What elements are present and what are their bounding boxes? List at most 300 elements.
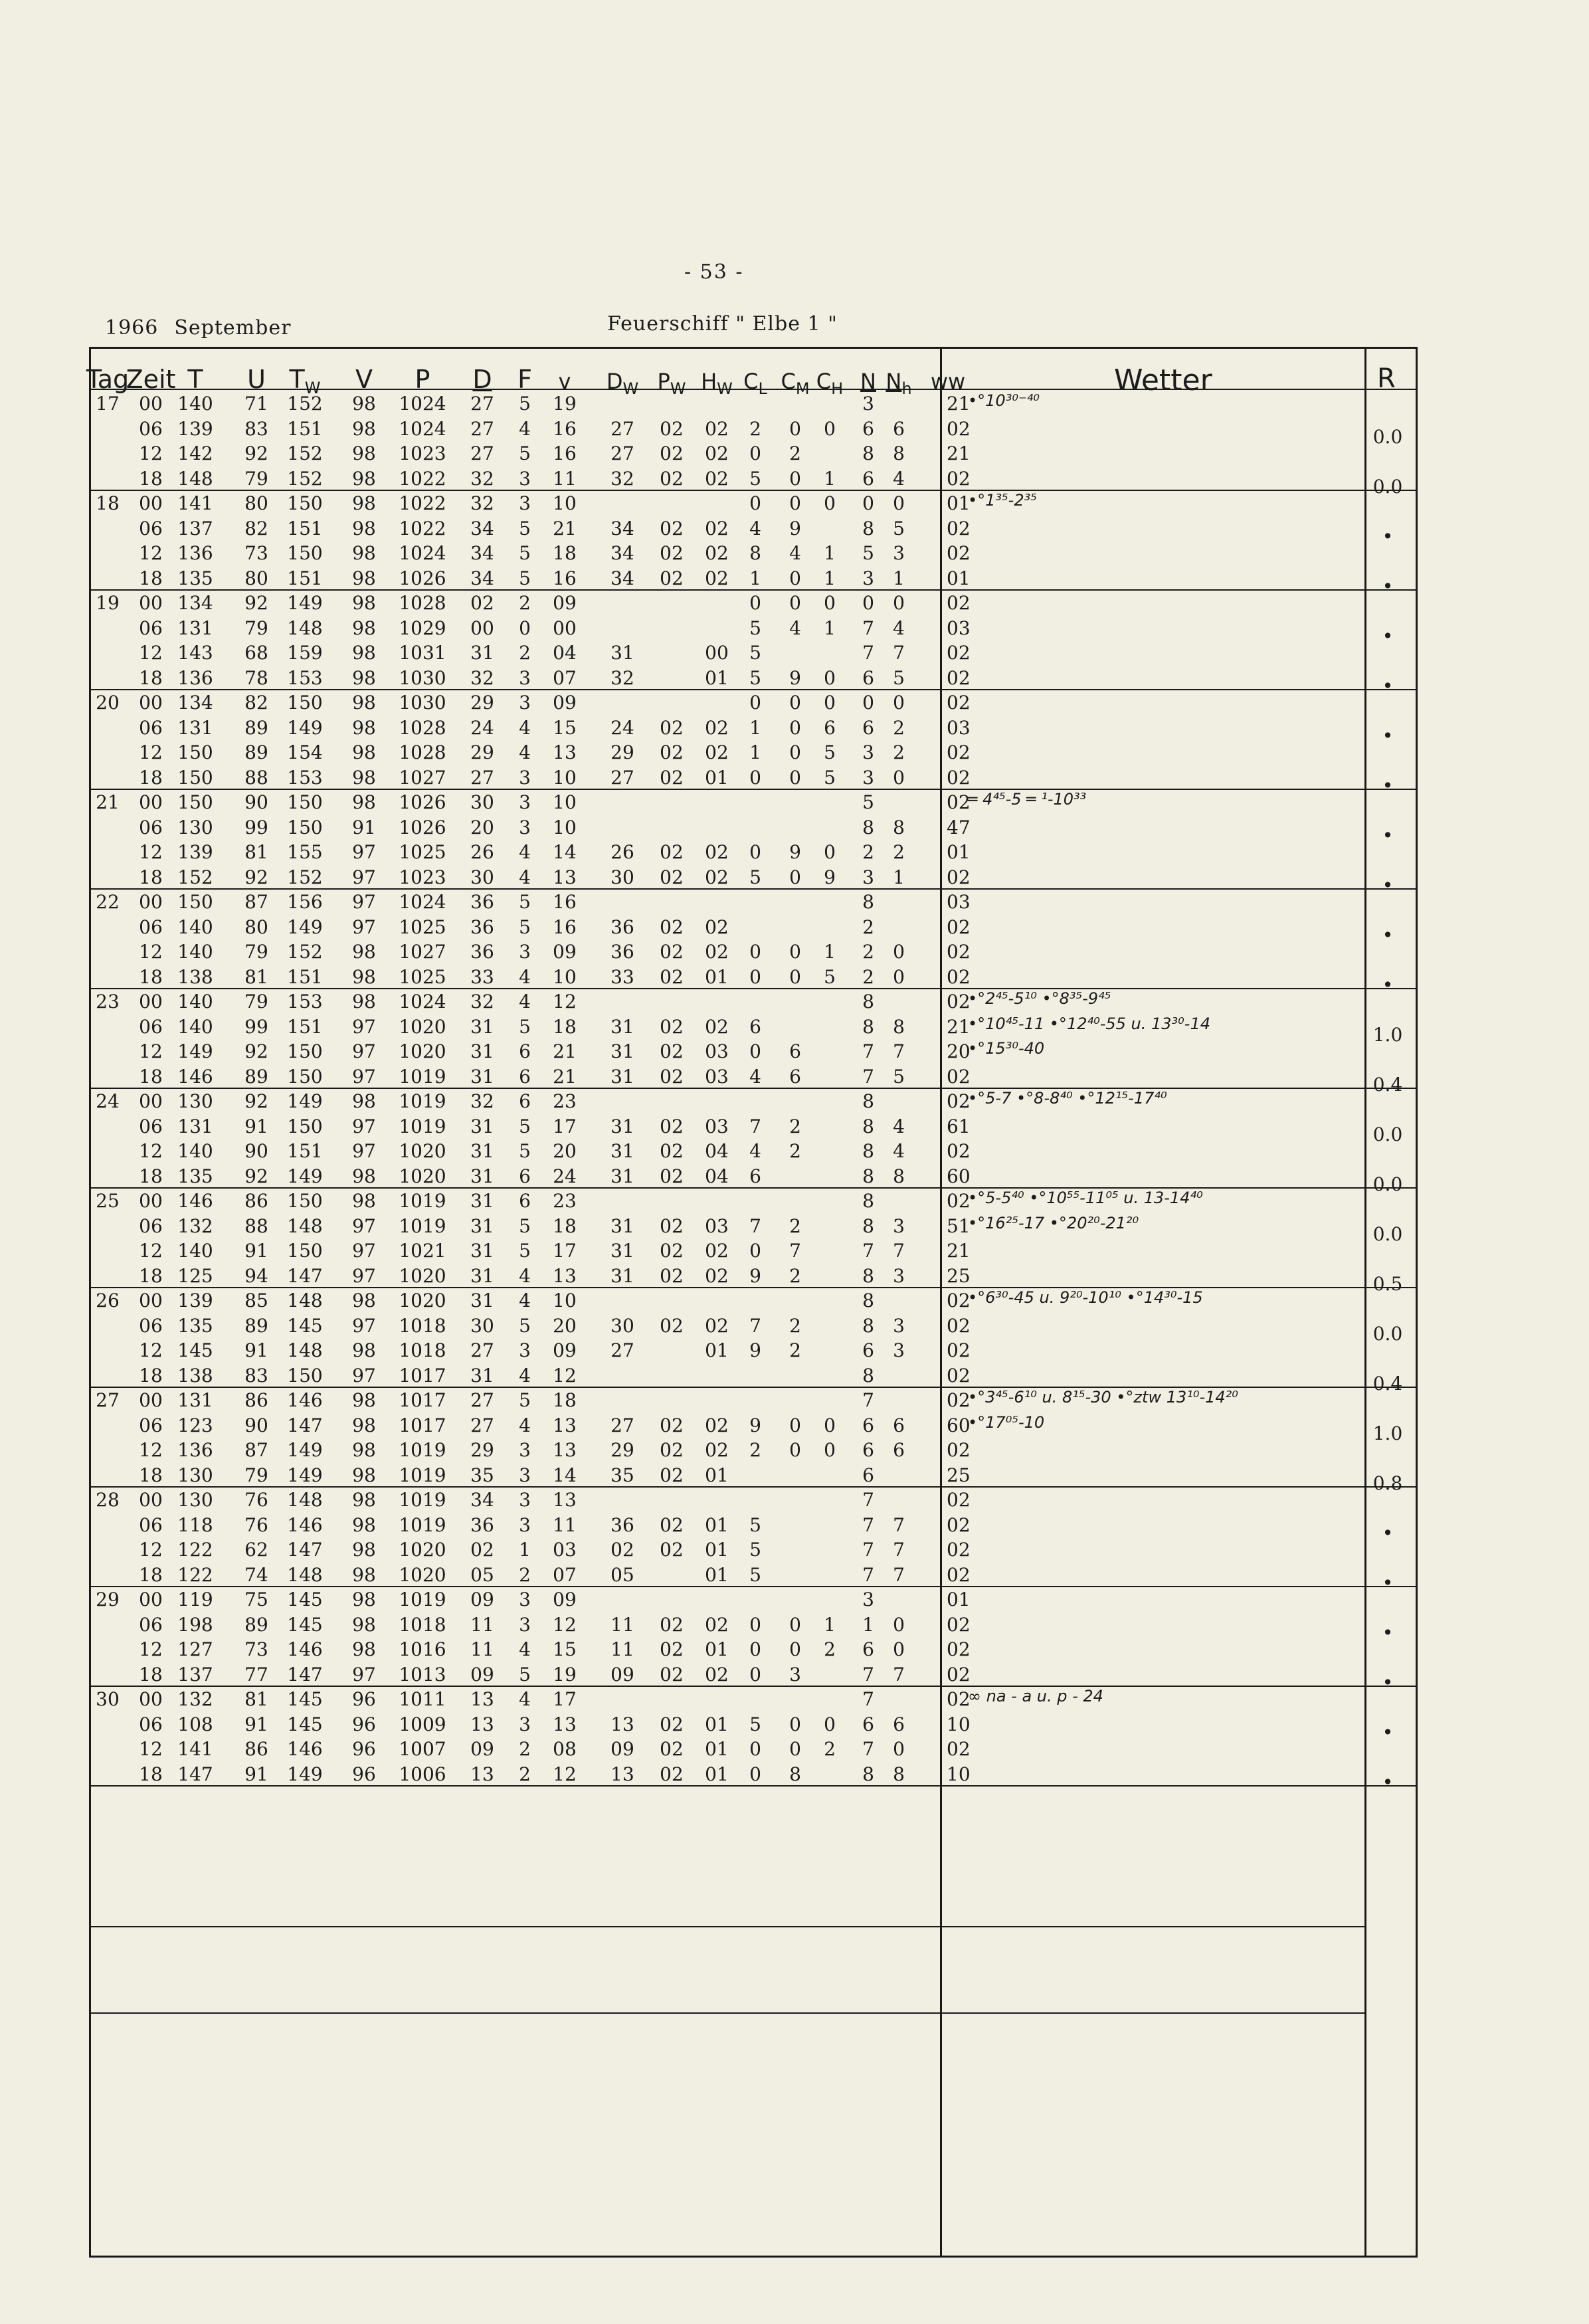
cell-d: 31 <box>470 1290 494 1311</box>
cell-v: 19 <box>553 393 577 415</box>
cell-nh: 6 <box>893 1439 905 1461</box>
cell-n: 3 <box>862 766 874 789</box>
cell-v: 97 <box>352 841 376 863</box>
cell-n: 8 <box>862 991 874 1013</box>
cell-t: 135 <box>177 1165 213 1187</box>
cell-dw: 36 <box>610 916 634 938</box>
cell-dw: 31 <box>610 1214 634 1237</box>
cell-d: 24 <box>470 716 494 739</box>
cell-p: 1024 <box>399 542 446 564</box>
cell-dw: 02 <box>610 1539 634 1561</box>
table-row <box>91 1313 1420 1345</box>
table-row <box>91 965 1420 996</box>
cell-n: 7 <box>862 1738 874 1760</box>
cell-tw: 150 <box>287 1065 323 1088</box>
cell-f: 5 <box>519 567 531 589</box>
cell-d: 27 <box>470 766 494 789</box>
column-header-v: v <box>558 369 571 394</box>
cell-ch: 5 <box>824 741 836 763</box>
time-cell: 18 <box>139 866 163 888</box>
column-header-n: N <box>860 369 876 394</box>
precipitation-value: • <box>1382 774 1394 797</box>
cell-tw: 148 <box>287 1563 323 1586</box>
time-cell: 18 <box>139 1663 163 1686</box>
table-row <box>91 1139 1420 1163</box>
cell-ww: 02 <box>947 692 971 714</box>
cell-v: 98 <box>352 542 376 564</box>
cell-u: 89 <box>244 1065 268 1088</box>
time-cell: 12 <box>139 841 163 863</box>
cell-t: 130 <box>177 1489 213 1511</box>
day-cell: 23 <box>96 991 120 1013</box>
cell-tw: 150 <box>287 492 323 514</box>
cell-p: 1019 <box>399 1115 446 1137</box>
cell-cm: 6 <box>789 1065 801 1088</box>
cell-ww: 61 <box>947 1115 971 1137</box>
cell-n: 8 <box>862 816 874 838</box>
cell-t: 152 <box>177 866 213 888</box>
table-row <box>91 915 1420 946</box>
column-header-ch: $C_H$ <box>816 369 844 398</box>
cell-t: 136 <box>177 542 213 564</box>
cell-dw: 33 <box>610 965 634 988</box>
precipitation-value: • <box>1382 1621 1394 1644</box>
cell-hw: 01 <box>705 1539 729 1561</box>
cell-cl: 0 <box>749 965 761 988</box>
cell-n: 3 <box>862 393 874 415</box>
cell-v: 98 <box>352 1290 376 1311</box>
cell-t: 141 <box>177 1738 213 1760</box>
cell-p: 1009 <box>399 1713 446 1735</box>
cell-ww: 21 <box>947 1015 971 1038</box>
cell-cl: 0 <box>749 1763 761 1785</box>
cell-cm: 0 <box>789 716 801 739</box>
table-row <box>91 417 1420 448</box>
cell-ww: 02 <box>947 1140 971 1162</box>
cell-u: 89 <box>244 741 268 763</box>
cell-tw: 159 <box>287 642 323 664</box>
cell-t: 147 <box>177 1763 213 1785</box>
cell-f: 3 <box>519 1489 531 1511</box>
cell-n: 0 <box>862 492 874 514</box>
cell-u: 74 <box>244 1563 268 1586</box>
cell-d: 31 <box>470 1140 494 1162</box>
cell-cm: 0 <box>789 467 801 490</box>
cell-dw: 34 <box>610 517 634 539</box>
cell-nh: 8 <box>893 1165 905 1187</box>
row-divider <box>91 2012 1364 2014</box>
cell-d: 31 <box>470 642 494 664</box>
cell-tw: 151 <box>287 965 323 988</box>
cell-dw: 31 <box>610 1165 634 1187</box>
cell-pw: 02 <box>660 1513 684 1536</box>
cell-ch: 0 <box>824 592 836 614</box>
cell-ww: 02 <box>947 1638 971 1660</box>
cell-ww: 21 <box>947 442 971 464</box>
cell-d: 30 <box>470 791 494 813</box>
cell-dw: 31 <box>610 1065 634 1088</box>
cell-v: 16 <box>553 567 577 589</box>
cell-cm: 0 <box>789 766 801 789</box>
cell-cm: 7 <box>789 1240 801 1262</box>
cell-hw: 02 <box>705 567 729 589</box>
cell-hw: 02 <box>705 517 729 539</box>
cell-v: 98 <box>352 1613 376 1636</box>
cell-u: 92 <box>244 1165 268 1187</box>
table-row <box>91 690 1420 715</box>
cell-v: 15 <box>553 716 577 739</box>
cell-p: 1028 <box>399 741 446 763</box>
cell-pw: 02 <box>660 1414 684 1436</box>
column-header-hw: $H_W$ <box>701 369 733 398</box>
cell-t: 131 <box>177 1115 213 1137</box>
cell-f: 4 <box>519 991 531 1013</box>
table-row <box>91 1114 1420 1145</box>
cell-ch: 0 <box>824 692 836 714</box>
cell-nh: 4 <box>893 1140 905 1162</box>
cell-f: 5 <box>519 1214 531 1237</box>
cell-nh: 2 <box>893 716 905 739</box>
cell-pw: 02 <box>660 1165 684 1187</box>
cell-d: 13 <box>470 1688 494 1710</box>
cell-t: 135 <box>177 1314 213 1337</box>
cell-pw: 02 <box>660 1539 684 1561</box>
cell-cm: 0 <box>789 692 801 714</box>
cell-tw: 151 <box>287 417 323 440</box>
time-cell: 18 <box>139 666 163 689</box>
cell-v: 98 <box>352 1339 376 1361</box>
header-date <box>105 316 307 339</box>
column-header-ww: ww <box>930 369 966 394</box>
time-cell: 18 <box>139 1563 163 1586</box>
cell-tw: 150 <box>287 1364 323 1387</box>
cell-cm: 6 <box>789 1040 801 1062</box>
cell-pw: 02 <box>660 1065 684 1088</box>
cell-pw: 02 <box>660 916 684 938</box>
cell-f: 4 <box>519 741 531 763</box>
weather-note: •°5-5⁴⁰ •°10⁵⁵-11⁰⁵ u. 13-14⁴⁰ <box>968 1189 1203 1207</box>
cell-nh: 3 <box>893 1339 905 1361</box>
cell-t: 138 <box>177 965 213 988</box>
cell-cm: 0 <box>789 1638 801 1660</box>
cell-v: 98 <box>352 791 376 813</box>
cell-cm: 9 <box>789 841 801 863</box>
cell-f: 1 <box>519 1539 531 1561</box>
cell-ch: 1 <box>824 617 836 639</box>
cell-u: 94 <box>244 1264 268 1287</box>
cell-v: 97 <box>352 1040 376 1062</box>
cell-d: 36 <box>470 916 494 938</box>
cell-tw: 149 <box>287 1090 323 1112</box>
cell-ww: 02 <box>947 592 971 614</box>
cell-v: 12 <box>553 1364 577 1387</box>
cell-f: 3 <box>519 492 531 514</box>
table-row <box>91 1438 1420 1462</box>
time-cell: 12 <box>139 1240 163 1262</box>
cell-t: 150 <box>177 891 213 913</box>
cell-u: 91 <box>244 1115 268 1137</box>
cell-cm: 0 <box>789 866 801 888</box>
cell-d: 33 <box>470 965 494 988</box>
cell-u: 91 <box>244 1713 268 1735</box>
cell-cm: 0 <box>789 1414 801 1436</box>
cell-dw: 26 <box>610 841 634 863</box>
cell-nh: 8 <box>893 1015 905 1038</box>
cell-dw: 34 <box>610 567 634 589</box>
cell-tw: 155 <box>287 841 323 863</box>
cell-t: 140 <box>177 393 213 415</box>
cell-f: 3 <box>519 1713 531 1735</box>
cell-v: 97 <box>352 1115 376 1137</box>
cell-p: 1016 <box>399 1638 446 1660</box>
cell-nh: 0 <box>893 941 905 963</box>
cell-ch: 2 <box>824 1638 836 1660</box>
cell-t: 122 <box>177 1563 213 1586</box>
cell-f: 4 <box>519 1638 531 1660</box>
cell-tw: 147 <box>287 1663 323 1686</box>
table-row <box>91 591 1420 615</box>
cell-tw: 154 <box>287 741 323 763</box>
cell-ww: 02 <box>947 1489 971 1511</box>
cell-tw: 146 <box>287 1738 323 1760</box>
cell-u: 88 <box>244 1214 268 1237</box>
cell-d: 32 <box>470 666 494 689</box>
cell-cl: 1 <box>749 567 761 589</box>
table-row <box>91 890 1420 914</box>
cell-v: 18 <box>553 1389 577 1411</box>
cell-cm: 2 <box>789 442 801 464</box>
cell-v: 10 <box>553 965 577 988</box>
time-cell: 06 <box>139 1713 163 1735</box>
cell-t: 140 <box>177 1240 213 1262</box>
cell-t: 131 <box>177 716 213 739</box>
cell-pw: 02 <box>660 716 684 739</box>
cell-n: 8 <box>862 1763 874 1785</box>
cell-n: 8 <box>862 1290 874 1311</box>
cell-f: 4 <box>519 1264 531 1287</box>
cell-tw: 148 <box>287 1214 323 1237</box>
cell-hw: 03 <box>705 1214 729 1237</box>
cell-v: 08 <box>553 1738 577 1760</box>
time-cell: 06 <box>139 816 163 838</box>
column-header-zeit: Zeit <box>126 365 176 394</box>
cell-u: 78 <box>244 666 268 689</box>
cell-ww: 02 <box>947 965 971 988</box>
cell-pw: 02 <box>660 1040 684 1062</box>
cell-f: 4 <box>519 417 531 440</box>
cell-cl: 9 <box>749 1264 761 1287</box>
cell-n: 8 <box>862 891 874 913</box>
cell-f: 2 <box>519 642 531 664</box>
cell-cm: 9 <box>789 517 801 539</box>
cell-ww: 25 <box>947 1464 971 1486</box>
cell-cl: 0 <box>749 941 761 963</box>
cell-t: 139 <box>177 841 213 863</box>
cell-t: 132 <box>177 1214 213 1237</box>
cell-n: 7 <box>862 1513 874 1536</box>
cell-f: 2 <box>519 1563 531 1586</box>
cell-hw: 01 <box>705 965 729 988</box>
cell-dw: 32 <box>610 666 634 689</box>
cell-hw: 01 <box>705 1713 729 1735</box>
cell-pw: 02 <box>660 766 684 789</box>
weather-table <box>86 347 1418 2258</box>
cell-tw: 152 <box>287 442 323 464</box>
cell-dw: 27 <box>610 442 634 464</box>
time-cell: 00 <box>139 991 163 1013</box>
cell-pw: 02 <box>660 1214 684 1237</box>
cell-ww: 01 <box>947 492 971 514</box>
precipitation-value: 0.8 <box>1372 1472 1403 1494</box>
table-row <box>91 640 1420 665</box>
cell-f: 4 <box>519 716 531 739</box>
cell-ww: 03 <box>947 891 971 913</box>
cell-v: 09 <box>553 941 577 963</box>
time-cell: 18 <box>139 1364 163 1387</box>
header-station: Feuerschiff " Elbe 1 " <box>607 312 838 336</box>
cell-u: 87 <box>244 1439 268 1461</box>
cell-cm: 0 <box>789 492 801 514</box>
cell-v: 13 <box>553 866 577 888</box>
cell-ch: 0 <box>824 666 836 689</box>
cell-hw: 02 <box>705 1613 729 1636</box>
cell-pw: 02 <box>660 542 684 564</box>
cell-cm: 0 <box>789 941 801 963</box>
cell-ch: 6 <box>824 716 836 739</box>
cell-f: 6 <box>519 1040 531 1062</box>
cell-ww: 02 <box>947 1513 971 1536</box>
cell-t: 140 <box>177 1015 213 1038</box>
cell-cm: 9 <box>789 666 801 689</box>
cell-ww: 02 <box>947 1339 971 1361</box>
cell-d: 00 <box>470 617 494 639</box>
cell-tw: 150 <box>287 791 323 813</box>
cell-f: 3 <box>519 1439 531 1461</box>
table-row <box>91 790 1420 815</box>
table-row <box>91 1662 1420 1694</box>
cell-v: 14 <box>553 1464 577 1486</box>
cell-u: 73 <box>244 542 268 564</box>
cell-u: 91 <box>244 1339 268 1361</box>
cell-cl: 1 <box>749 741 761 763</box>
cell-p: 1023 <box>399 866 446 888</box>
cell-nh: 2 <box>893 841 905 863</box>
weather-note: •°15³⁰-40 <box>968 1039 1045 1058</box>
cell-pw: 02 <box>660 841 684 863</box>
table-row <box>91 815 1420 846</box>
cell-cm: 3 <box>789 1663 801 1686</box>
cell-ww: 20 <box>947 1040 971 1062</box>
cell-nh: 5 <box>893 666 905 689</box>
cell-n: 7 <box>862 1065 874 1088</box>
cell-d: 31 <box>470 1364 494 1387</box>
cell-ww: 02 <box>947 1613 971 1636</box>
cell-d: 31 <box>470 1165 494 1187</box>
cell-ww: 47 <box>947 816 971 838</box>
cell-u: 92 <box>244 866 268 888</box>
weather-note: ∞ na - a u. p - 24 <box>968 1687 1103 1705</box>
cell-n: 8 <box>862 442 874 464</box>
cell-t: 123 <box>177 1414 213 1436</box>
cell-u: 79 <box>244 991 268 1013</box>
cell-dw: 09 <box>610 1663 634 1686</box>
time-cell: 00 <box>139 1190 163 1212</box>
cell-cm: 2 <box>789 1264 801 1287</box>
cell-t: 140 <box>177 991 213 1013</box>
cell-d: 30 <box>470 866 494 888</box>
time-cell: 12 <box>139 941 163 963</box>
cell-d: 26 <box>470 841 494 863</box>
cell-v: 10 <box>553 816 577 838</box>
time-cell: 06 <box>139 417 163 440</box>
cell-u: 89 <box>244 716 268 739</box>
weather-note: •°1³⁵-2³⁵ <box>968 491 1037 510</box>
cell-pw: 02 <box>660 1439 684 1461</box>
cell-f: 5 <box>519 393 531 415</box>
cell-hw: 03 <box>705 1115 729 1137</box>
cell-cl: 0 <box>749 1240 761 1262</box>
cell-nh: 3 <box>893 1314 905 1337</box>
cell-v: 96 <box>352 1738 376 1760</box>
cell-v: 10 <box>553 1290 577 1311</box>
cell-d: 31 <box>470 1065 494 1088</box>
cell-f: 4 <box>519 1364 531 1387</box>
cell-t: 139 <box>177 417 213 440</box>
table-row <box>91 1637 1420 1662</box>
cell-u: 87 <box>244 891 268 913</box>
cell-p: 1019 <box>399 1065 446 1088</box>
cell-n: 8 <box>862 1115 874 1137</box>
cell-n: 3 <box>862 1589 874 1610</box>
cell-u: 92 <box>244 1090 268 1112</box>
cell-v: 98 <box>352 517 376 539</box>
cell-t: 134 <box>177 592 213 614</box>
cell-pw: 02 <box>660 467 684 490</box>
cell-d: 29 <box>470 1439 494 1461</box>
cell-tw: 147 <box>287 1264 323 1287</box>
cell-cl: 0 <box>749 1613 761 1636</box>
cell-hw: 02 <box>705 1439 729 1461</box>
column-header-cl: $C_L$ <box>743 369 767 398</box>
cell-t: 131 <box>177 1389 213 1411</box>
cell-f: 5 <box>519 1015 531 1038</box>
cell-t: 130 <box>177 816 213 838</box>
cell-dw: 13 <box>610 1763 634 1785</box>
time-cell: 00 <box>139 393 163 415</box>
cell-n: 6 <box>862 1638 874 1660</box>
time-cell: 12 <box>139 1140 163 1162</box>
time-cell: 12 <box>139 1439 163 1461</box>
cell-tw: 149 <box>287 916 323 938</box>
cell-f: 4 <box>519 866 531 888</box>
cell-t: 130 <box>177 1464 213 1486</box>
cell-v: 96 <box>352 1763 376 1785</box>
cell-p: 1020 <box>399 1290 446 1311</box>
cell-t: 137 <box>177 517 213 539</box>
cell-cm: 2 <box>789 1214 801 1237</box>
cell-ww: 60 <box>947 1414 971 1436</box>
cell-v: 17 <box>553 1115 577 1137</box>
cell-d: 31 <box>470 1240 494 1262</box>
cell-hw: 04 <box>705 1165 729 1187</box>
cell-cl: 8 <box>749 542 761 564</box>
cell-f: 4 <box>519 1290 531 1311</box>
cell-nh: 7 <box>893 1513 905 1536</box>
cell-cl: 6 <box>749 1165 761 1187</box>
cell-v: 21 <box>553 1065 577 1088</box>
cell-v: 98 <box>352 692 376 714</box>
cell-v: 16 <box>553 891 577 913</box>
